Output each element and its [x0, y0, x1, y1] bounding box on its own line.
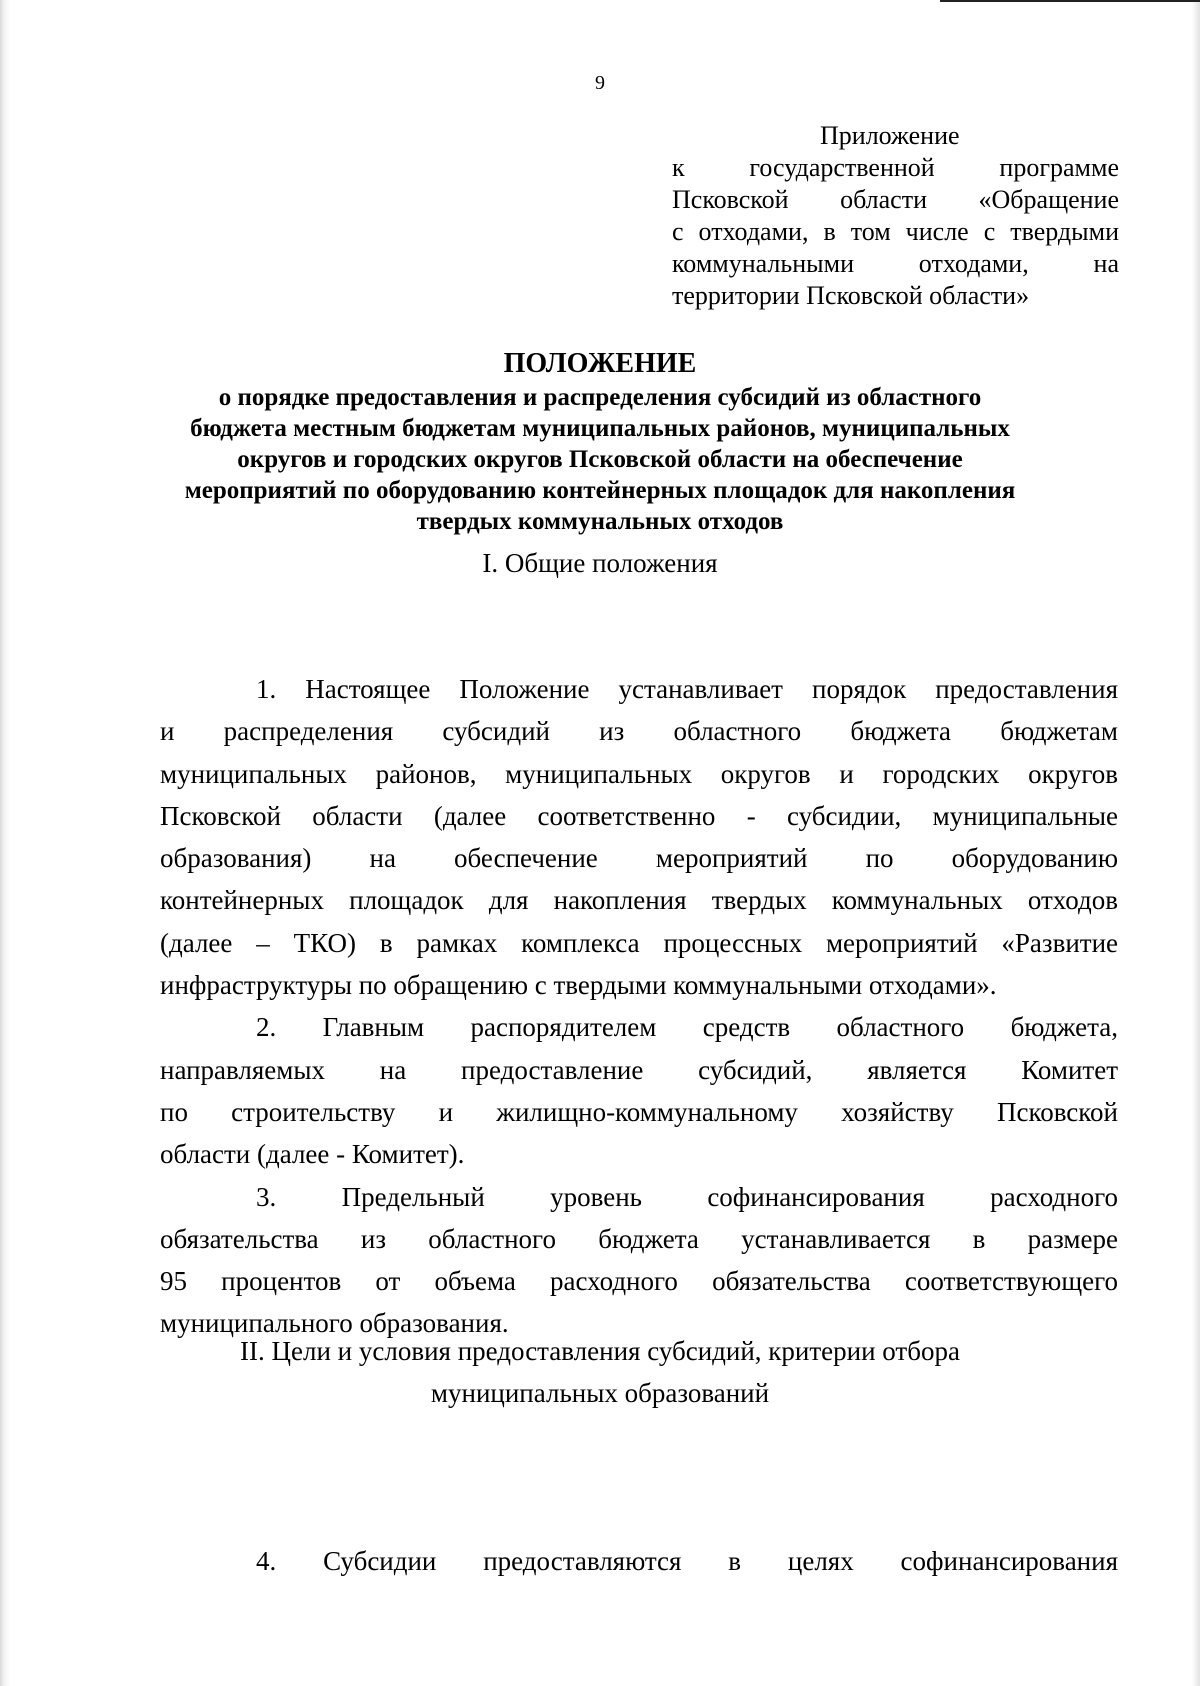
section-heading-line: муниципальных образований [430, 1378, 770, 1408]
appendix-line: Псковской области «Обращение [672, 185, 1119, 214]
paragraph-3 [160, 1176, 1118, 1345]
paragraph-line: 2. Главным распорядителем средств областного бюджета, [256, 1012, 1118, 1043]
section-heading-2 [150, 1330, 1050, 1414]
subtitle-line: округов и городских округов Псковской области на обеспечение [237, 446, 963, 473]
subtitle-line: о порядке предоставления и распределения субсидий из областного [218, 384, 982, 411]
scan-edge-right [1192, 0, 1200, 1686]
section-heading-1: I. Общие положения [482, 548, 718, 578]
appendix-line: территории Псковской области» [672, 281, 1030, 310]
paragraph-line: 1. Настоящее Положение устанавливает порядок предоставления [256, 674, 1118, 704]
paragraph-line: образования) на обеспечение мероприятий по оборудованию [160, 843, 1118, 874]
paragraph-2 [160, 1006, 1118, 1175]
document-subtitle [150, 382, 1050, 537]
paragraph-1 [160, 668, 1118, 1006]
paragraph-line: (далее – ТКО) в рамках комплекса процессных мероприятий «Развитие [160, 927, 1118, 958]
subtitle-line: бюджета местным бюджетам муниципальных районов, муниципальных [190, 415, 1010, 442]
paragraph-line: 3. Предельный уровень софинансирования расходного [256, 1181, 1118, 1212]
paragraph-line: инфраструктуры по обращению с твердыми коммунальными отходами». [160, 970, 997, 1001]
scan-edge-top-line [940, 0, 1200, 2]
document-title: ПОЛОЖЕНИЕ [503, 348, 697, 379]
paragraph-line: муниципального образования. [160, 1308, 509, 1339]
appendix-block [672, 120, 1119, 312]
subtitle-line: твердых коммунальных отходов [416, 508, 784, 535]
section-heading-line: II. Цели и условия предоставления субсидий, критерии отбора [240, 1336, 960, 1366]
paragraph-line: направляемых на предоставление субсидий, является Комитет [160, 1054, 1118, 1085]
appendix-body [672, 152, 1119, 312]
document-title-block [150, 346, 1050, 537]
paragraph-line: обязательства из областного бюджета устанавливается в размере [160, 1223, 1118, 1254]
paragraph-line: контейнерных площадок для накопления твердых коммунальных отходов [160, 885, 1118, 916]
appendix-line: коммунальными отходами, на [672, 249, 1119, 278]
page-number: 9 [595, 72, 605, 94]
paragraph-line: муниципальных районов, муниципальных округов и городских округов [160, 758, 1118, 789]
scan-edge-left [0, 0, 10, 1686]
appendix-title: Приложение [820, 121, 960, 150]
appendix-line: с отходами, в том числе с твердыми [672, 217, 1119, 246]
paragraph-line: Псковской области (далее соответственно - субсидии, муниципальные [160, 800, 1118, 831]
subtitle-line: мероприятий по оборудованию контейнерных площадок для накопления [184, 477, 1016, 504]
section-1-body [160, 668, 1118, 1345]
paragraph-line: по строительству и жилищно-коммунальному хозяйству Псковской [160, 1096, 1118, 1127]
appendix-line: к государственной программе [672, 153, 1119, 182]
paragraph-line: 95 процентов от объема расходного обязательства соответствующего [160, 1266, 1118, 1297]
paragraph-line: 4. Субсидии предоставляются в целях софинансирования [256, 1546, 1118, 1576]
paragraph-4 [160, 1540, 1118, 1582]
paragraph-line: области (далее - Комитет). [160, 1139, 465, 1170]
paragraph-line: и распределения субсидий из областного бюджета бюджетам [160, 716, 1118, 747]
